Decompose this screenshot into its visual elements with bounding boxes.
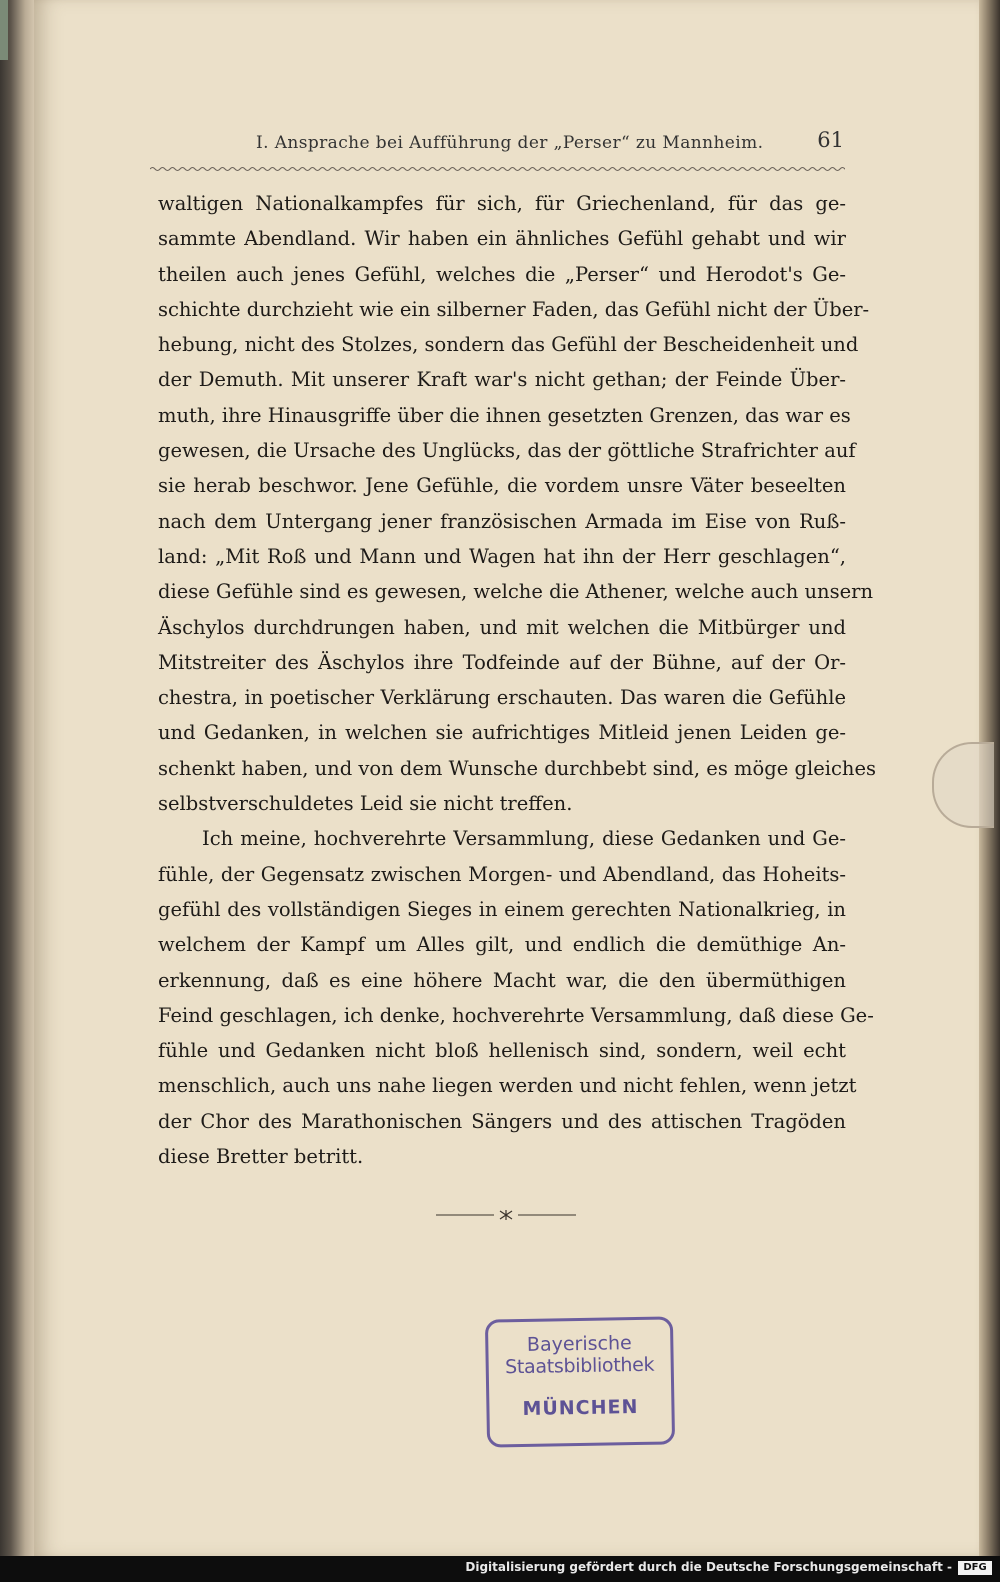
text-line: gefühl des vollständigen Sieges in einem gerechten Nationalkrieg, in bbox=[158, 897, 846, 921]
text-line: Äschylos durchdrungen haben, und mit welchen die Mitbürger und bbox=[158, 615, 846, 639]
text-line-paragraph-start: Ich meine, hochverehrte Versammlung, diese Gedanken und Ge- bbox=[202, 827, 846, 851]
text-line: land: „Mit Roß und Mann und Wagen hat ihn der Herr geschlagen“, bbox=[158, 544, 846, 568]
text-line: nach dem Untergang jener französischen Armada im Eise von Ruß- bbox=[158, 509, 846, 533]
text-line-paragraph-end: diese Bretter betritt. bbox=[158, 1145, 364, 1169]
text-line: sie herab beschwor. Jene Gefühle, die vordem unsre Väter beseelten bbox=[158, 474, 846, 498]
text-line: schenkt haben, und von dem Wunsche durchbebt sind, es möge gleiches bbox=[158, 756, 877, 780]
text-line: schichte durchzieht wie ein silberner Faden, das Gefühl nicht der Über- bbox=[158, 297, 870, 321]
running-title: I. Ansprache bei Aufführung der „Perser“ zu Mannheim. bbox=[256, 133, 764, 153]
text-line: diese Gefühle sind es gewesen, welche die Athener, welche auch unsern bbox=[158, 580, 874, 604]
text-line-paragraph-end: selbstverschuldetes Leid sie nicht treffen. bbox=[158, 792, 573, 816]
page-number: 61 bbox=[817, 128, 844, 152]
text-line: gewesen, die Ursache des Unglücks, das der göttliche Strafrichter auf bbox=[158, 439, 856, 463]
text-line: muth, ihre Hinausgriffe über die ihnen gesetzten Grenzen, das war es bbox=[158, 403, 851, 427]
text-line: und Gedanken, in welchen sie aufrichtiges Mitleid jenen Leiden ge- bbox=[158, 721, 846, 745]
library-stamp bbox=[485, 1316, 675, 1447]
text-line: der Chor des Marathonischen Sängers und des attischen Tragöden bbox=[158, 1109, 846, 1133]
text-line: erkennung, daß es eine höhere Macht war, die den übermüthigen bbox=[158, 968, 846, 992]
stamp-city: MÜNCHEN bbox=[522, 1395, 639, 1421]
text-line: sammte Abendland. Wir haben ein ähnliches Gefühl gehabt und wir bbox=[158, 227, 846, 251]
text-line: fühle und Gedanken nicht bloß hellenisch sind, sondern, weil echt bbox=[158, 1039, 846, 1063]
text-line: welchem der Kampf um Alles gilt, und endlich die demüthige An- bbox=[158, 933, 846, 957]
book-gutter bbox=[0, 0, 36, 1582]
text-line: Mitstreiter des Äschylos ihre Todfeinde auf der Bühne, auf der Or- bbox=[158, 650, 846, 674]
text-line: menschlich, auch uns nahe liegen werden und nicht fehlen, wenn jetzt bbox=[158, 1074, 857, 1098]
body-text bbox=[158, 186, 877, 1174]
text-line: chestra, in poetischer Verklärung erschauten. Das waren die Gefühle bbox=[158, 686, 846, 710]
text-line: theilen auch jenes Gefühl, welches die „Perser“ und Herodot's Ge- bbox=[158, 262, 846, 286]
text-line: Feind geschlagen, ich denke, hochverehrte Versammlung, daß diese Ge- bbox=[158, 1003, 874, 1027]
text-line: hebung, nicht des Stolzes, sondern das Gefühl der Bescheidenheit und bbox=[158, 333, 859, 357]
header-wavy-rule bbox=[150, 166, 845, 172]
text-line: der Demuth. Mit unserer Kraft war's nicht gethan; der Feinde Über- bbox=[158, 368, 846, 392]
text-line: fühle, der Gegensatz zwischen Morgen- und Abendland, das Hoheits- bbox=[158, 862, 846, 886]
digitization-footer bbox=[0, 1556, 1000, 1582]
end-ornament bbox=[436, 1208, 576, 1222]
gutter-strip bbox=[0, 0, 8, 60]
dfg-logo: DFG bbox=[958, 1561, 992, 1575]
footer-text: Digitalisierung gefördert durch die Deutsche Forschungsgemeinschaft - bbox=[465, 1560, 952, 1574]
page-header bbox=[160, 128, 850, 162]
stamp-line: Staatsbibliothek bbox=[504, 1353, 655, 1379]
text-line: waltigen Nationalkampfes für sich, für Griechenland, für das ge- bbox=[158, 192, 846, 215]
stamp-line: Bayerische bbox=[526, 1332, 632, 1356]
